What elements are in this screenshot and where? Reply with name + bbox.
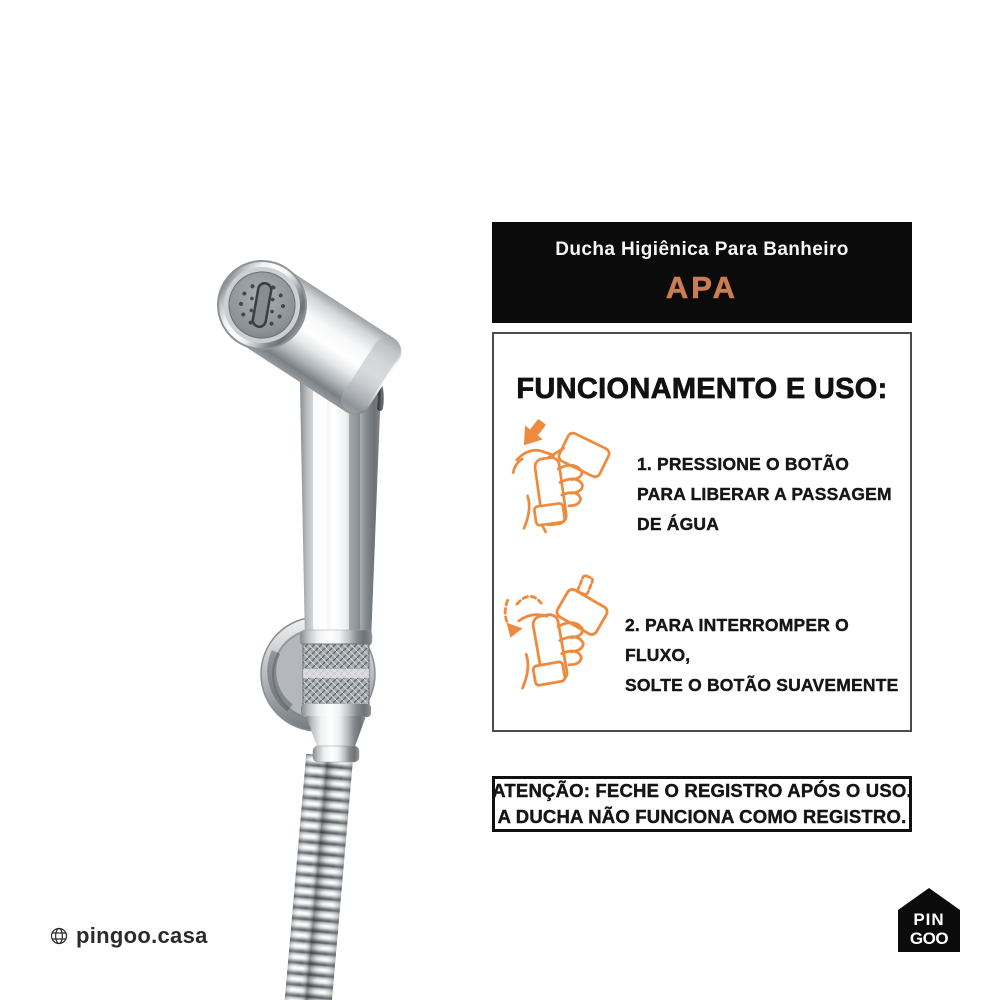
press-button-illustration <box>506 416 614 538</box>
globe-icon <box>50 927 68 945</box>
website-link <box>50 923 208 949</box>
release-button-illustration <box>502 570 614 696</box>
pingoo-logo <box>898 888 960 952</box>
warning-panel <box>492 776 912 832</box>
product-model: APA <box>665 270 739 305</box>
header-panel <box>492 222 912 323</box>
step-line: SOLTE O BOTÃO SUAVEMENTE <box>625 674 899 695</box>
brand-text-pin: PIN <box>913 910 945 929</box>
warning-line-1: ATENÇÃO: FECHE O REGISTRO APÓS O USO. <box>492 780 912 801</box>
step-line: 2. PARA INTERROMPER O FLUXO, <box>625 614 849 665</box>
shower-hose <box>283 754 353 1000</box>
warning-line-2: A DUCHA NÃO FUNCIONA COMO REGISTRO. <box>497 806 907 827</box>
wall-bracket-disc <box>261 617 375 731</box>
sprayer-handle <box>299 335 383 642</box>
sprayer-head <box>201 244 407 421</box>
instruction-step-2 <box>625 610 910 700</box>
step-line: PARA LIBERAR A PASSAGEM <box>637 483 892 504</box>
website-text: pingoo.casa <box>76 923 208 948</box>
hose-connector <box>300 630 372 717</box>
instructions-panel <box>492 332 912 732</box>
press-arrow-icon <box>515 416 551 452</box>
step-line: DE ÁGUA <box>637 513 720 534</box>
hose-nut <box>306 716 366 762</box>
release-arrow-icon <box>507 623 523 638</box>
instructions-title: FUNCIONAMENTO E USO: <box>516 373 888 406</box>
spray-holes <box>230 273 294 337</box>
spray-slot <box>252 282 272 328</box>
instruction-step-1 <box>637 449 912 539</box>
product-subtitle: Ducha Higiênica Para Banheiro <box>555 239 849 260</box>
brand-text-goo: GOO <box>909 929 949 948</box>
step-line: 1. PRESSIONE O BOTÃO <box>637 453 850 474</box>
